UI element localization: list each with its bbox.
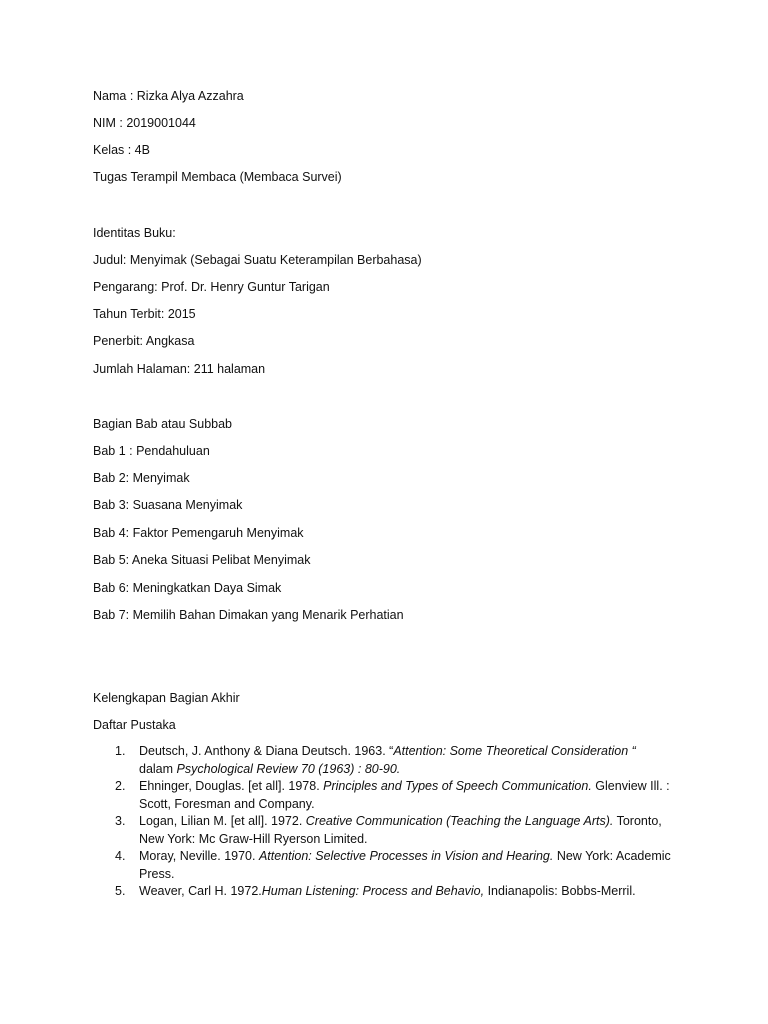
reference-publisher: Indianapolis: Bobbs-Merril.	[484, 884, 636, 898]
reference-item	[93, 743, 673, 778]
student-class: Kelas : 4B	[93, 143, 150, 157]
reference-number: 2.	[115, 779, 126, 793]
reference-item	[93, 848, 673, 883]
assignment-title: Tugas Terampil Membaca (Membaca Survei)	[93, 170, 342, 184]
reference-publisher: Toronto, New York: Mc Graw-Hill Ryerson Limited.	[139, 814, 662, 846]
chapter-item: Bab 6: Meningkatkan Daya Simak	[93, 581, 282, 595]
reference-publisher: Glenview Ill. : Scott, Foresman and Company.	[139, 779, 670, 811]
book-title: Judul: Menyimak (Sebagai Suatu Keterampilan Berbahasa)	[93, 253, 422, 267]
reference-title: Human Listening: Process and Behavio,	[261, 884, 485, 898]
reference-item	[93, 778, 673, 813]
reference-connector: dalam	[139, 761, 177, 776]
reference-title: Principles and Types of Speech Communication.	[323, 779, 592, 793]
reference-title: Attention: Some Theoretical Consideration “	[393, 744, 636, 758]
reference-number: 4.	[115, 849, 126, 863]
reference-authors: Weaver, Carl H. 1972.	[139, 884, 262, 898]
reference-number: 3.	[115, 814, 126, 828]
student-nim: NIM : 2019001044	[93, 116, 196, 130]
reference-authors: Deutsch, J. Anthony & Diana Deutsch. 1963. “	[139, 744, 394, 758]
reference-list	[93, 743, 673, 901]
reference-authors: Ehninger, Douglas. [et all]. 1978.	[139, 779, 324, 793]
bibliography-heading: Daftar Pustaka	[93, 718, 176, 732]
reference-journal: Psychological Review 70 (1963) : 80-90.	[176, 761, 401, 776]
student-name: Nama : Rizka Alya Azzahra	[93, 89, 244, 103]
ending-heading: Kelengkapan Bagian Akhir	[93, 691, 240, 705]
chapter-item: Bab 5: Aneka Situasi Pelibat Menyimak	[93, 553, 311, 567]
chapter-item: Bab 4: Faktor Pemengaruh Menyimak	[93, 526, 304, 540]
reference-number: 5.	[115, 884, 126, 898]
reference-item	[93, 813, 673, 848]
reference-number: 1.	[115, 744, 126, 758]
book-identity-heading: Identitas Buku:	[93, 226, 176, 240]
book-pages: Jumlah Halaman: 211 halaman	[93, 362, 266, 376]
chapter-item: Bab 3: Suasana Menyimak	[93, 498, 243, 512]
book-publisher: Penerbit: Angkasa	[93, 334, 195, 348]
reference-authors: Logan, Lilian M. [et all]. 1972.	[139, 814, 306, 828]
chapter-item: Bab 2: Menyimak	[93, 471, 190, 485]
chapter-item: Bab 1 : Pendahuluan	[93, 444, 210, 458]
reference-title: Attention: Selective Processes in Vision and Hearing.	[258, 849, 554, 863]
book-author: Pengarang: Prof. Dr. Henry Guntur Tarigan	[93, 280, 330, 294]
reference-item	[93, 883, 673, 901]
reference-title: Creative Communication (Teaching the Language Arts).	[305, 814, 614, 828]
reference-authors: Moray, Neville. 1970.	[139, 849, 259, 863]
reference-publisher: New York: Academic Press.	[139, 849, 671, 881]
chapter-item: Bab 7: Memilih Bahan Dimakan yang Menarik Perhatian	[93, 608, 404, 622]
book-year: Tahun Terbit: 2015	[93, 307, 196, 321]
chapters-heading: Bagian Bab atau Subbab	[93, 417, 233, 431]
